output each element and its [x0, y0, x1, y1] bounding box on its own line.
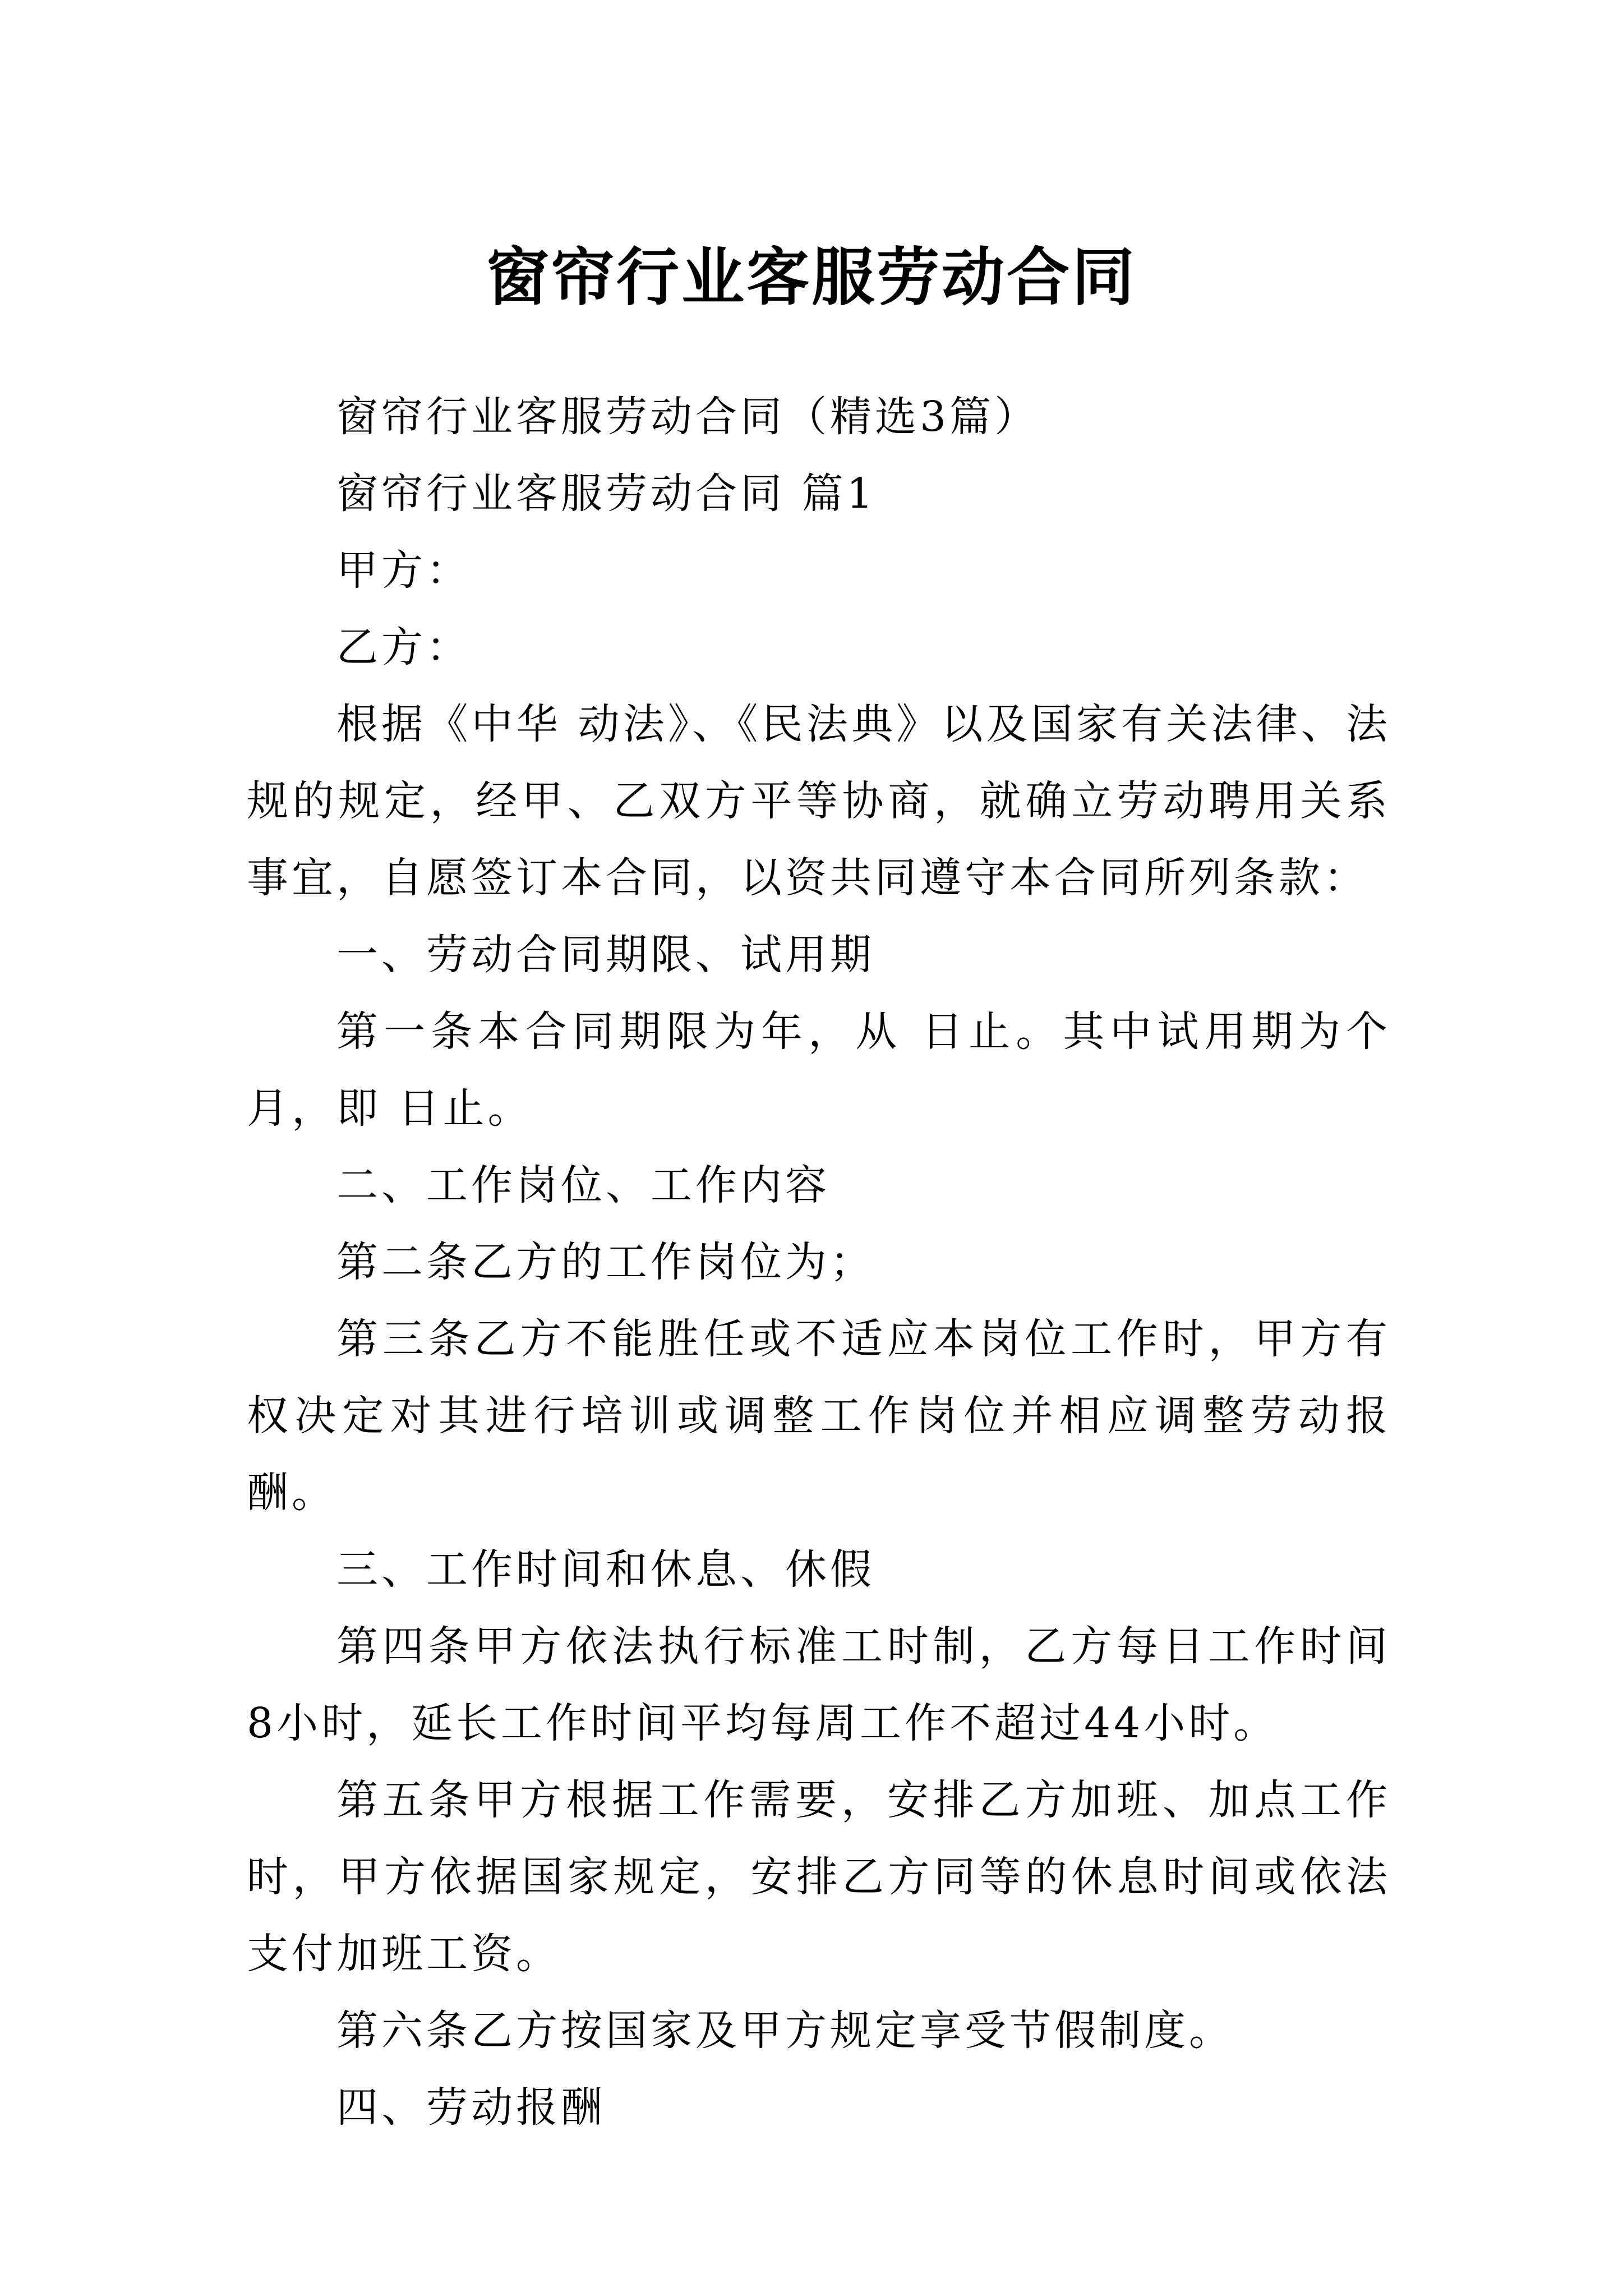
- paragraph: 第三条乙方不能胜任或不适应本岗位工作时，甲方有权决定对其进行培训或调整工作岗位并相应调整劳动报酬。: [247, 1315, 1391, 1517]
- paragraph: 第六条乙方按国家及甲方规定享受节假制度。: [336, 2007, 1234, 2055]
- paragraph: 根据《中华 动法》、《民法典》以及国家有关法律、法规的规定，经甲、乙双方平等协商，就确立劳动聘用关系事宜，自愿签订本合同，以资共同遵守本合同所列条款：: [247, 700, 1391, 902]
- paragraph: 窗帘行业客服劳动合同（精选3篇）: [336, 393, 1040, 441]
- paragraph: 乙方：: [336, 623, 471, 671]
- paragraph: 甲方：: [336, 546, 471, 595]
- paragraph: 四、劳动报酬: [336, 2083, 606, 2132]
- paragraph: 第四条甲方依法执行标准工时制，乙方每日工作时间8小时，延长工作时间平均每周工作不超过44小时。: [247, 1622, 1391, 1747]
- paragraph: 第二条乙方的工作岗位为；: [336, 1238, 875, 1286]
- paragraph: 二、工作岗位、工作内容: [336, 1161, 830, 1209]
- paragraph: 一、劳动合同期限、试用期: [336, 931, 875, 979]
- paragraph: 第五条甲方根据工作需要，安排乙方加班、加点工作时，甲方依据国家规定，安排乙方同等的休息时间或依法支付加班工资。: [247, 1776, 1391, 1978]
- document-body: [247, 379, 1391, 2146]
- paragraph: 窗帘行业客服劳动合同 篇1: [336, 470, 877, 518]
- paragraph: 三、工作时间和休息、休假: [336, 1545, 875, 1594]
- document-title: 窗帘行业客服劳动合同: [486, 241, 1137, 315]
- paragraph: 第一条本合同期限为年，从 日止。其中试用期为个月，即 日止。: [247, 1007, 1391, 1133]
